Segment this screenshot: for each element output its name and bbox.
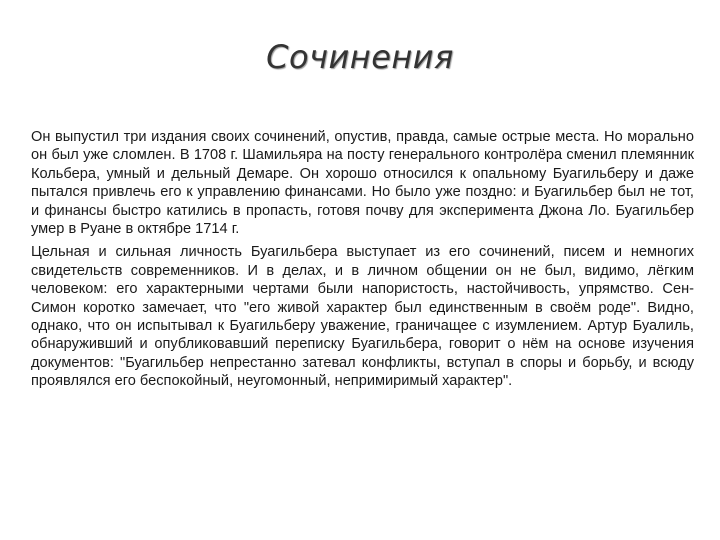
paragraph-1: Он выпустил три издания своих сочинений, опустив, правда, самые острые места. Но морально он был уже сломлен. В 1708 г. Шамильяра на посту генерального контролёра сменил племянник Кольбера, умный и дельный Демаре. Он хорошо относился к опальному Буагильберу и даже пытался привлечь его к управлению финансами. Но было уже поздно: и Буагильбер был не тот, и финансы быстро катились в пропасть, готовя почву для эксперимента Джона Ло. Буагильбер умер в Руане в октябре 1714 г. — [31, 129, 694, 238]
slide-title: Сочинения — [266, 38, 454, 76]
slide-body — [31, 128, 694, 396]
paragraph-2: Цельная и сильная личность Буагильбера выступает из его сочинений, писем и немногих свидетельств современников. И в делах, и в личном общении он не был, видимо, лёгким человеком: его характерными чертами были напористость, настойчивость, упрямство. Сен-Симон коротко замечает, что "его живой характер был единственным в своём роде". Видно, однако, что он испытывал к Буагильберу уважение, граничащее с изумлением. Артур Буалиль, обнаруживший и опубликовавший переписку Буагильбера, говорит о нём на основе изучения документов: "Буагильбер непрестанно затевал конфликты, вступал в споры и борьбу, и всюду проявлялся его беспокойный, неугомонный, непримиримый характер". — [31, 244, 694, 390]
